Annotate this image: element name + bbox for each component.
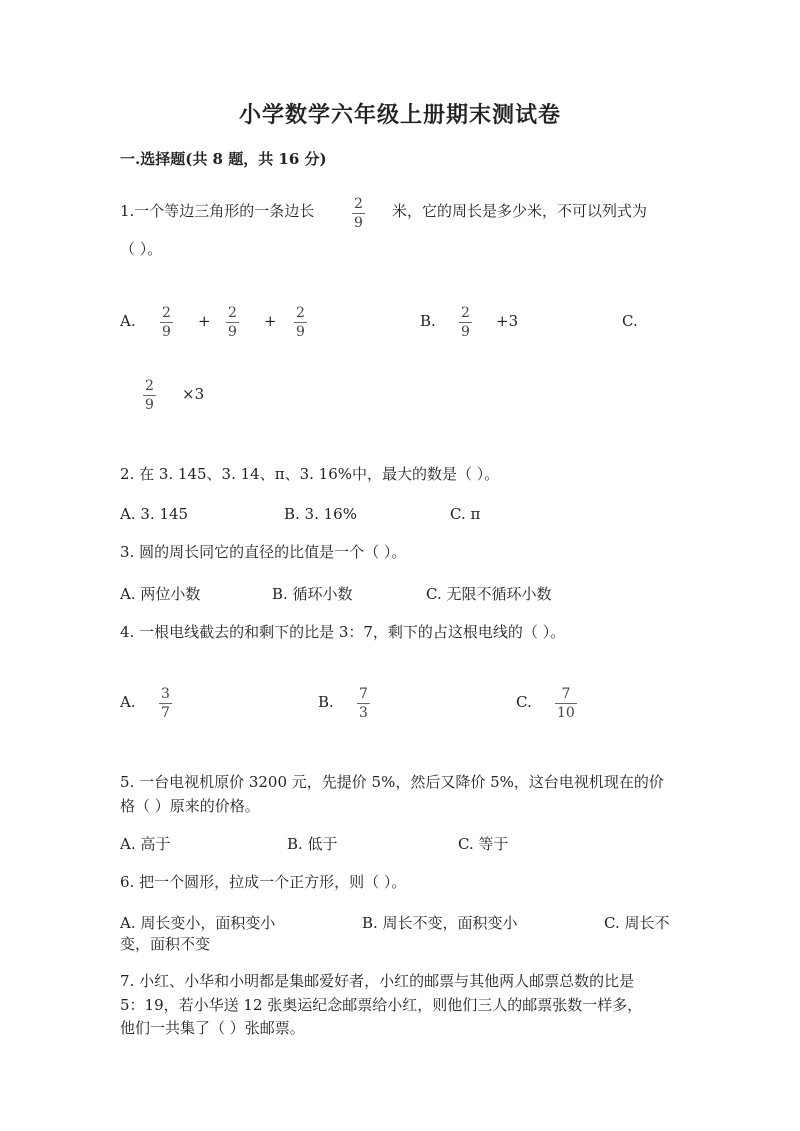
frac-den: 9 bbox=[228, 324, 237, 340]
frac-num: 2 bbox=[296, 305, 305, 321]
frac-num: 2 bbox=[461, 305, 470, 321]
q4-text: 4. 一根电线截去的和剩下的比是 3：7，剩下的占这根电线的（ ）。 bbox=[120, 623, 566, 641]
frac-num: 7 bbox=[359, 686, 368, 702]
q5-text-line1: 5. 一台电视机原价 3200 元，先提价 5%，然后又降价 5%，这台电视机现在的价 bbox=[120, 773, 664, 791]
q1-option-c-suffix: ×3 bbox=[182, 385, 205, 403]
q6-option-c-part2: 变，面积不变 bbox=[120, 935, 211, 953]
frac-den: 9 bbox=[145, 397, 154, 413]
q4-option-b-frac bbox=[357, 686, 370, 721]
q1-option-a-frac-2 bbox=[226, 305, 239, 340]
q1-option-b-label: B. bbox=[420, 312, 436, 330]
q4-option-a-frac bbox=[159, 686, 172, 721]
frac-den: 9 bbox=[162, 324, 171, 340]
q3-option-c: C. 无限不循环小数 bbox=[426, 585, 552, 603]
frac-den: 3 bbox=[359, 705, 368, 721]
plus-sign: + bbox=[264, 312, 277, 330]
q1-text-a: 1.一个等边三角形的一条边长 bbox=[120, 202, 315, 220]
q1-text-c: （ ）。 bbox=[120, 240, 163, 258]
q6-option-b: B. 周长不变，面积变小 bbox=[362, 914, 518, 932]
q6-option-a: A. 周长变小，面积变小 bbox=[120, 914, 276, 932]
q5-option-a: A. 高于 bbox=[120, 835, 171, 853]
q4-option-c-label: C. bbox=[516, 693, 532, 711]
frac-num: 7 bbox=[561, 686, 571, 702]
q1-option-a-label: A. bbox=[120, 312, 136, 330]
q4-option-a-label: A. bbox=[120, 693, 136, 711]
q5-option-b: B. 低于 bbox=[287, 835, 338, 853]
q5-option-c: C. 等于 bbox=[458, 835, 509, 853]
frac-den: 9 bbox=[296, 324, 305, 340]
q1-option-a-frac-1 bbox=[160, 305, 173, 340]
q3-option-b: B. 循环小数 bbox=[272, 585, 353, 603]
q3-option-a: A. 两位小数 bbox=[120, 585, 201, 603]
q1-option-c-frac bbox=[143, 378, 156, 413]
frac-den: 7 bbox=[161, 705, 170, 721]
q2-option-b: B. 3. 16% bbox=[284, 505, 357, 523]
q4-option-c-frac bbox=[555, 686, 577, 721]
frac-den: 10 bbox=[557, 705, 575, 721]
frac-num: 3 bbox=[161, 686, 170, 702]
frac-den: 9 bbox=[461, 324, 470, 340]
q3-text: 3. 圆的周长同它的直径的比值是一个（ ）。 bbox=[120, 543, 407, 561]
q5-text-line2: 格（ ）原来的价格。 bbox=[120, 797, 260, 815]
q1-option-a-frac-3 bbox=[294, 305, 307, 340]
frac-num: 2 bbox=[145, 378, 154, 394]
q1-frac-den: 9 bbox=[354, 215, 363, 231]
q2-text: 2. 在 3. 145、3. 14、π、3. 16%中，最大的数是（ ）。 bbox=[120, 465, 500, 483]
q1-option-c-label: C. bbox=[622, 312, 638, 330]
section-heading: 一.选择题(共 8 题，共 16 分) bbox=[120, 150, 327, 168]
page-title: 小学数学六年级上册期末测试卷 bbox=[238, 102, 561, 128]
q7-text-line2: 5：19，若小华送 12 张奥运纪念邮票给小红，则他们三人的邮票张数一样多， bbox=[120, 996, 643, 1014]
q1-frac-num: 2 bbox=[354, 196, 363, 212]
frac-num: 2 bbox=[162, 305, 171, 321]
plus-sign: + bbox=[198, 312, 211, 330]
q6-option-c-part1: C. 周长不 bbox=[604, 914, 670, 932]
q7-text-line3: 他们一共集了（ ）张邮票。 bbox=[120, 1019, 305, 1037]
q2-option-a: A. 3. 145 bbox=[120, 505, 189, 523]
q1-fraction bbox=[352, 196, 365, 231]
q1-option-b-frac bbox=[459, 305, 472, 340]
q1-text-b: 米，它的周长是多少米，不可以列式为 bbox=[392, 202, 648, 220]
q1-option-b-suffix: +3 bbox=[496, 312, 519, 330]
q2-option-c: C. π bbox=[450, 505, 481, 523]
q7-text-line1: 7. 小红、小华和小明都是集邮爱好者，小红的邮票与其他两人邮票总数的比是 bbox=[120, 972, 635, 990]
q4-option-b-label: B. bbox=[318, 693, 334, 711]
q6-text: 6. 把一个圆形，拉成一个正方形，则（ ）。 bbox=[120, 873, 407, 891]
frac-num: 2 bbox=[228, 305, 237, 321]
